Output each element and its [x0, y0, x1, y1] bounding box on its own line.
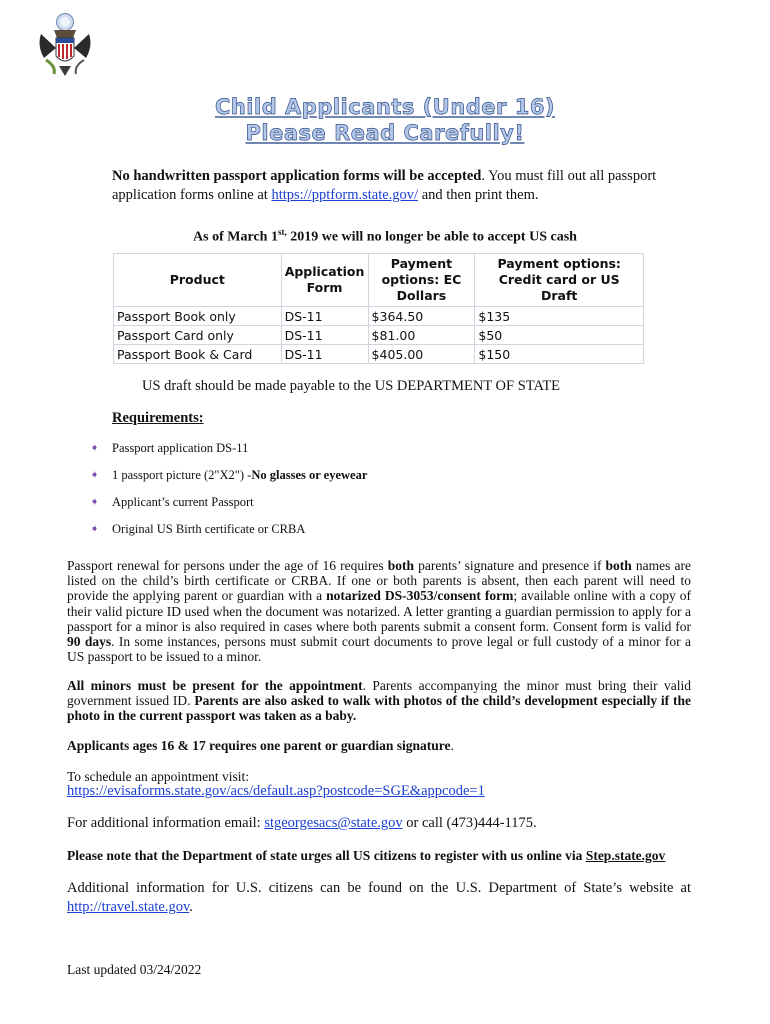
renewal-bold: notarized DS-3053/consent form [326, 588, 514, 604]
cash-notice [0, 223, 770, 247]
arrow-bullet-icon: ➧ [90, 523, 100, 535]
intro-text: . You must fill out all passport application forms online at [112, 168, 657, 203]
minors-bold: Parents are also asked to walk with photos of the child’s development especially if the photo in the current passport was taken as a baby. [67, 693, 691, 724]
additional-text: Additional information for U.S. citizens can be found on the U.S. Department of State’s website at [67, 880, 691, 896]
email-line [67, 816, 691, 831]
cash-notice-text-end: 2019 we will no longer be able to accept US cash [286, 229, 577, 245]
cell-form: DS-11 [281, 307, 368, 326]
additional-text-end: . [189, 899, 193, 915]
step-note [67, 848, 691, 863]
list-item [90, 522, 367, 549]
renewal-text: parents’ signature and presence if [413, 558, 606, 573]
step-link[interactable]: Step.state.gov [585, 848, 666, 863]
cell-form: DS-11 [281, 345, 368, 364]
intro-text-end: and then print them. [418, 187, 539, 203]
cell-ec: $405.00 [368, 345, 475, 364]
intro-paragraph [112, 167, 712, 205]
col-credit-card: Payment options: Credit card or US Draft [475, 254, 644, 307]
renewal-text: names are listed on the child’s birth certificate or CRBA. If one or both parents is absent, then each parent will need to provide the applying parent or guardian with a [67, 558, 691, 604]
intro-bold: No handwritten passport application forms will be accepted [112, 168, 482, 184]
pptform-link[interactable]: https://pptform.state.gov/ [271, 187, 419, 203]
cash-notice-text: As of March 1 [193, 229, 278, 245]
cell-card: $150 [475, 345, 644, 364]
renewal-bold: both [605, 558, 632, 573]
fee-table [113, 253, 644, 364]
col-ec-dollars: Payment options: EC Dollars [368, 254, 475, 307]
cell-product: Passport Card only [114, 326, 282, 345]
email-link[interactable]: stgeorgesacs@state.gov [264, 815, 403, 831]
renewal-paragraph [67, 558, 691, 664]
arrow-bullet-icon: ➧ [90, 442, 100, 454]
renewal-bold: 90 days [67, 634, 112, 650]
renewal-text: . In some instances, persons must submit court documents to prove legal or full custody of a minor for a US passport to be issued to a minor. [67, 634, 692, 665]
cell-product: Passport Book only [114, 307, 282, 326]
ages-text: . [450, 738, 454, 753]
cell-card: $50 [475, 326, 644, 345]
minors-text: . Parents accompanying the minor must bring their valid government issued ID. [67, 678, 691, 709]
minors-bold: All minors must be present for the appointment [67, 678, 363, 693]
list-item [90, 468, 367, 495]
draft-note: US draft should be made payable to the US DEPARTMENT OF STATE [142, 378, 561, 394]
schedule-block [67, 769, 691, 799]
renewal-bold: both [387, 558, 414, 573]
requirement-text: 1 passport picture (2"X2") - [112, 468, 252, 482]
renewal-text: Passport renewal for persons under the age of 16 requires [67, 558, 388, 573]
email-text-end: or call (473)444-1175. [402, 815, 537, 831]
requirement-text: Original US Birth certificate or CRBA [112, 522, 306, 536]
requirement-text: Passport application DS-11 [112, 441, 249, 455]
cell-ec: $81.00 [368, 326, 475, 345]
requirement-bold: No glasses or eyewear [251, 468, 368, 482]
email-text: For additional information email: [67, 815, 265, 831]
page-title-line-2: Please Read Carefully! [245, 121, 525, 145]
schedule-label: To schedule an appointment visit: [67, 769, 250, 784]
additional-info [67, 879, 691, 917]
ages-bold: Applicants ages 16 & 17 requires one parent or guardian signature [67, 738, 451, 753]
requirement-text: Applicant’s current Passport [112, 495, 254, 509]
col-product: Product [114, 254, 282, 307]
list-item [90, 495, 367, 522]
requirements-list [90, 441, 367, 549]
requirements-heading: Requirements: [112, 410, 204, 426]
great-seal-eagle-icon [36, 12, 94, 78]
schedule-link[interactable]: https://evisaforms.state.gov/acs/default.asp?postcode=SGE&appcode=1 [67, 783, 485, 800]
arrow-bullet-icon: ➧ [90, 496, 100, 508]
cell-ec: $364.50 [368, 307, 475, 326]
cash-notice-sup: st, [277, 227, 287, 237]
last-updated: Last updated 03/24/2022 [67, 962, 202, 977]
cell-card: $135 [475, 307, 644, 326]
table-row [114, 345, 644, 364]
minors-paragraph [67, 678, 691, 724]
step-note-text: Please note that the Department of state urges all US citizens to register with us online via [67, 848, 586, 863]
travel-link[interactable]: http://travel.state.gov [67, 899, 190, 915]
ages-note [67, 738, 691, 753]
arrow-bullet-icon: ➧ [90, 469, 100, 481]
col-application-form: Application Form [281, 254, 368, 307]
table-header-row [114, 254, 644, 307]
table-row [114, 307, 644, 326]
list-item [90, 441, 367, 468]
renewal-text: ; available online with a copy of their valid picture ID used when the document was notarized. A letter granting a guardian permission to apply for a passport for a minor is also required in cases where both parents submit a consent form. Consent form is valid for [67, 588, 691, 634]
cell-form: DS-11 [281, 326, 368, 345]
page-title-line-1: Child Applicants (Under 16) [214, 95, 556, 119]
cell-product: Passport Book & Card [114, 345, 282, 364]
table-row [114, 326, 644, 345]
